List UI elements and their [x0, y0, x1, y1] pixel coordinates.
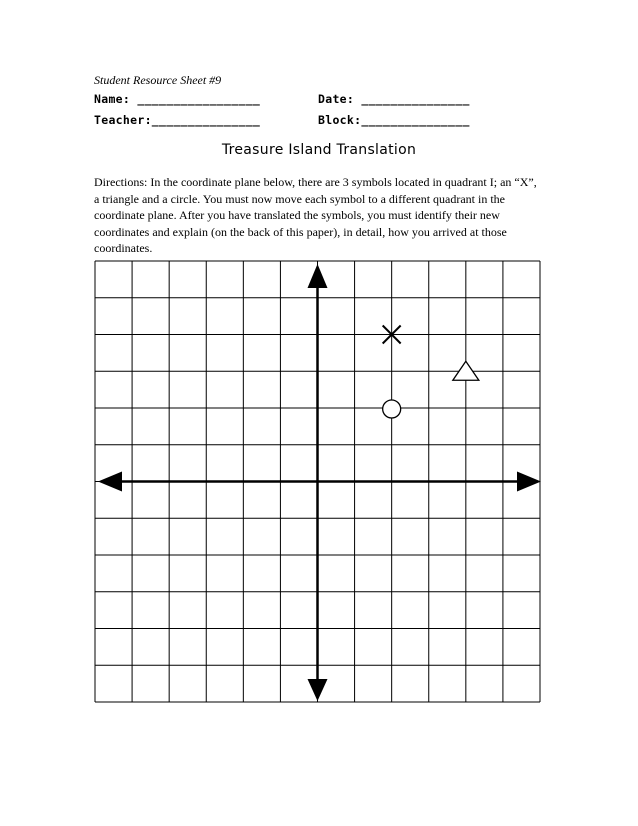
sheet-label: Student Resource Sheet #9 — [94, 73, 222, 87]
x-axis-right-arrow — [517, 472, 541, 492]
x-axis-left-arrow — [98, 472, 122, 492]
y-axis-down-arrow — [308, 679, 328, 701]
teacher-field: Teacher:_______________ — [94, 113, 261, 127]
directions-text: Directions: In the coordinate plane below, there are 3 symbols located in quadrant I; an “X”, a triangle and a circle. You must now move each symbol to a different quadrant in the coordinate plane. After you have translated the symbols, you must identify their new coordinates and explain (on the back of this paper), in detail, how you arrived at those coordinates. — [94, 175, 537, 256]
page-title: Treasure Island Translation — [221, 142, 417, 158]
y-axis-up-arrow — [308, 264, 328, 288]
name-field: Name: _________________ — [94, 92, 261, 106]
date-field: Date: _______________ — [318, 92, 470, 106]
circle-icon — [383, 400, 401, 418]
block-field: Block:_______________ — [318, 113, 470, 127]
